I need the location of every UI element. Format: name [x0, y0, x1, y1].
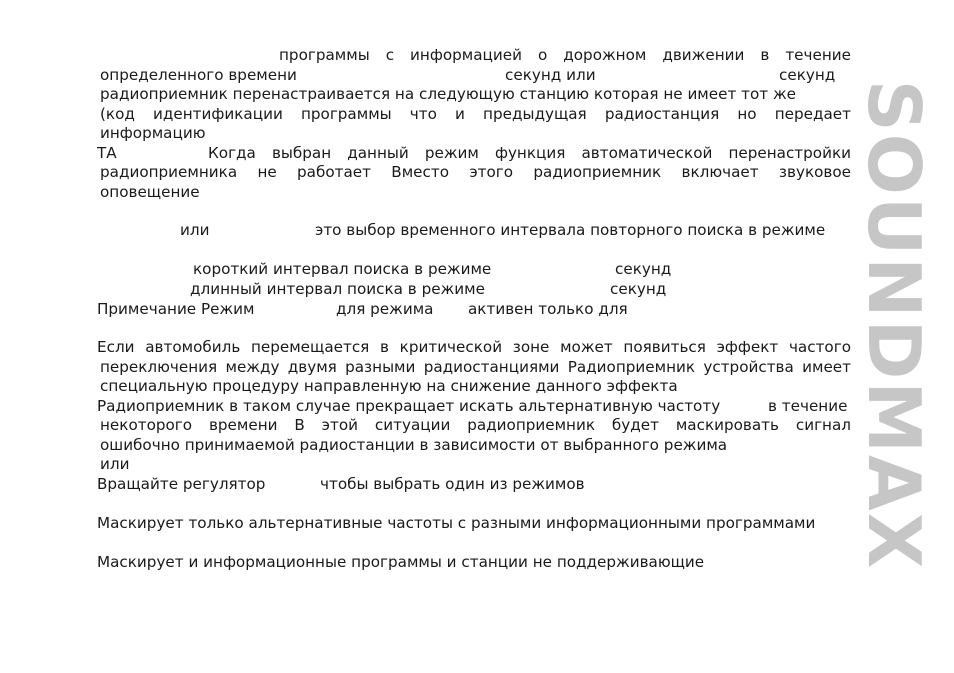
text-line: Маскирует и информационные программы и станции не поддерживающие: [97, 553, 705, 571]
text-line: активен только для: [468, 300, 628, 318]
text-line: для режима: [336, 300, 434, 318]
text-line: или: [100, 455, 130, 473]
text-line: короткий интервал поиска в режиме: [193, 260, 492, 278]
text-line: радиоприемника не работает Вместо этого радиоприемник включает звуковое: [100, 163, 851, 181]
text-line: некоторого времени В этой ситуации радиоприемник будет маскировать сигнал: [100, 416, 851, 434]
text-line: программы с информацией о дорожном движении в течение: [279, 46, 851, 64]
text-line: Маскирует только альтернативные частоты с разными информационными программами: [97, 514, 816, 532]
text-line: секунд: [615, 260, 672, 278]
text-line: Вращайте регулятор: [97, 475, 266, 493]
text-line: в течение: [768, 397, 848, 415]
text-line: Радиоприемник в таком случае прекращает искать альтернативную частоту: [97, 397, 721, 415]
brand-logo: [852, 30, 936, 620]
text-line: оповещение: [100, 183, 200, 201]
text-line: Когда выбран данный режим функция автоматической перенастройки: [208, 144, 851, 162]
text-line: длинный интервал поиска в режиме: [190, 280, 485, 298]
text-line: Примечание Режим: [97, 300, 255, 318]
text-line: секунд: [779, 66, 836, 84]
text-line: переключения между двумя разными радиостанциями Радиоприемник устройства имеет: [100, 358, 851, 376]
text-line: определенного времени: [100, 66, 297, 84]
text-line: информацию: [100, 124, 206, 142]
text-line: чтобы выбрать один из режимов: [320, 475, 585, 493]
text-line: (код идентификации программы что и предыдущая радиостанция но передает: [100, 105, 851, 123]
brand-logo-text: SOUNDMAX: [852, 79, 936, 571]
text-line: секунд: [610, 280, 667, 298]
text-line: или: [180, 221, 210, 239]
text-line: радиоприемник перенастраивается на следующую станцию которая не имеет тот же: [100, 85, 796, 103]
text-line: Если автомобиль перемещается в критической зоне может появиться эффект частого: [97, 338, 851, 356]
text-line: это выбор временного интервала повторного поиска в режиме: [315, 221, 826, 239]
text-line: специальную процедуру направленную на снижение данного эффекта: [100, 377, 678, 395]
text-line: ТА: [97, 144, 117, 162]
text-line: секунд или: [505, 66, 596, 84]
text-line: ошибочно принимаемой радиостанции в зависимости от выбранного режима: [100, 436, 728, 454]
